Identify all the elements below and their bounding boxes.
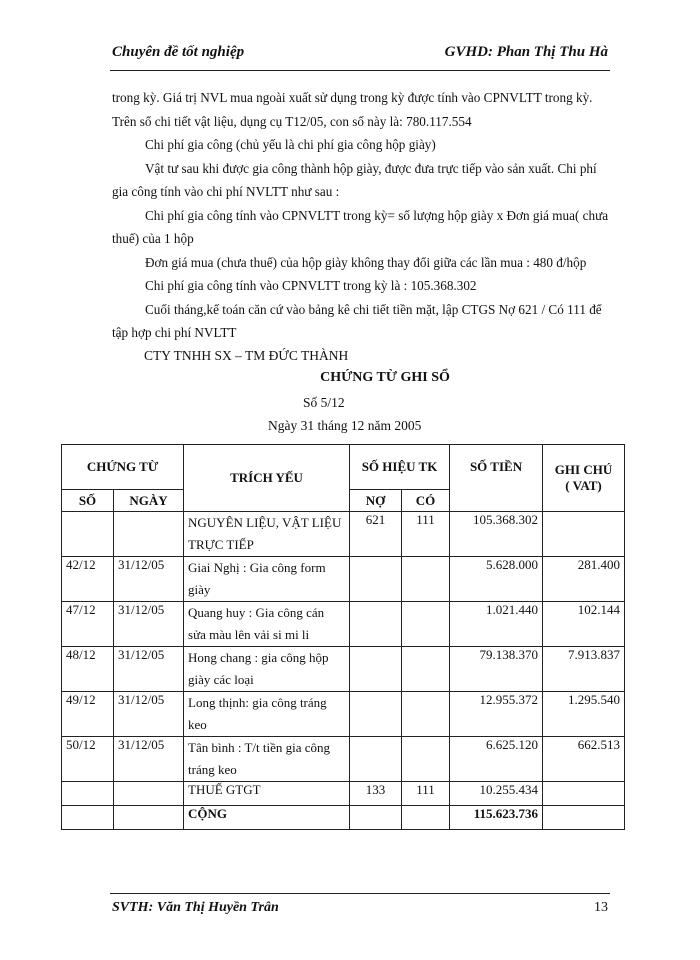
cell-co: 111 [402,782,450,806]
table-row [62,557,625,602]
page-number: 13 [594,900,608,915]
company-name: CTY TNHH SX – TM ĐỨC THÀNH [144,348,349,363]
cell-co: 111 [402,512,450,557]
voucher-title-text: CHỨNG TỪ GHI SỔ [320,370,450,385]
cell-no: 133 [350,782,402,806]
table-row [62,512,625,557]
cell-vat: 1.295.540 [543,692,625,737]
col-vat-label: ( VAT) [565,478,602,493]
body-text [112,86,612,345]
table-row [62,737,625,782]
cell-co [402,647,450,692]
col-so: SỐ [62,490,114,512]
cell-so: 49/12 [62,692,114,737]
cell-ngay: 31/12/05 [114,692,184,737]
cell-amount: 1.021.440 [450,602,543,647]
paragraph-4: Chi phí gia công tính vào CPNVLTT trong kỳ= số lượng hộp giày x Đơn giá mua( chưa thuế) của 1 hộp [112,207,609,246]
cell-co [402,557,450,602]
col-so-hieu-tk: SỐ HIỆU TK [350,445,450,490]
col-chung-tu: CHỨNG TỪ [62,445,184,490]
cell-amount: 79.138.370 [450,647,543,692]
paragraph-7: Cuối tháng,kế toán căn cứ vào bảng kê chi tiết tiền mặt, lập CTGS Nợ 621 / Có 111 để tập hợp chi phí NVLTT [112,301,602,340]
cell-vat [543,782,625,806]
total-label: CỘNG [184,806,350,830]
cell-so: 50/12 [62,737,114,782]
cell-co [402,692,450,737]
cell-no [350,557,402,602]
voucher-table [61,444,625,830]
footer-rule [110,893,610,894]
cell-ngay: 31/12/05 [114,737,184,782]
cell-ngay [114,512,184,557]
total-amount: 115.623.736 [450,806,543,830]
cell-amount: 5.628.000 [450,557,543,602]
cell-amount: 6.625.120 [450,737,543,782]
voucher-date: Ngày 31 tháng 12 năm 2005 [268,418,422,433]
voucher-title [0,370,700,386]
cell-no [350,737,402,782]
cell-so: 48/12 [62,647,114,692]
cell-ngay: 31/12/05 [114,647,184,692]
cell-amount: 12.955.372 [450,692,543,737]
cell-co [402,737,450,782]
cell-desc: THUẾ GTGT [184,782,350,806]
cell-vat: 7.913.837 [543,647,625,692]
cell-so [62,512,114,557]
cell-no [350,602,402,647]
cell-desc: Giai Nghị : Gia công form giày [184,557,350,602]
voucher-rows [62,512,625,830]
cell-no: 621 [350,512,402,557]
cell-so: 47/12 [62,602,114,647]
cell-so: 42/12 [62,557,114,602]
table-row [62,692,625,737]
col-ghi-chu [543,445,625,512]
cell-amount: 105.368.302 [450,512,543,557]
col-so-tien: SỐ TIỀN [450,445,543,512]
cell-desc: Hong chang : gia công hộp giày các loại [184,647,350,692]
cell-vat: 662.513 [543,737,625,782]
cell-no [350,692,402,737]
cell-vat: 281.400 [543,557,625,602]
total-row [62,806,625,830]
cell-so [62,782,114,806]
cell-co [402,602,450,647]
cell-ngay: 31/12/05 [114,557,184,602]
header-left: Chuyên đề tốt nghiệp [112,44,245,60]
table-row [62,647,625,692]
header-right: GVHD: Phan Thị Thu Hà [444,44,608,60]
table-row [62,602,625,647]
voucher-number: Số 5/12 [303,395,345,410]
cell-desc: Tân bình : T/t tiền gia công tráng keo [184,737,350,782]
paragraph-1: trong kỳ. Giá trị NVL mua ngoài xuất sử dụng trong kỳ được tính vào CPNVLTT trong kỳ. Trên sổ chi tiết vật liệu, dụng cụ T12/05, con số này là: 780.117.554 [112,90,593,129]
cell-ngay: 31/12/05 [114,602,184,647]
cell-vat [543,512,625,557]
col-no: NỢ [350,490,402,512]
col-co: CÓ [402,490,450,512]
paragraph-5: Đơn giá mua (chưa thuế) của hộp giày không thay đổi giữa các lần mua : 480 đ/hộp [145,254,587,270]
paragraph-2: Chi phí gia công (chủ yếu là chi phí gia công hộp giày) [145,137,436,152]
cell-vat: 102.144 [543,602,625,647]
cell-desc: Long thịnh: gia công tráng keo [184,692,350,737]
col-ngay: NGÀY [114,490,184,512]
page-header [112,44,608,66]
paragraph-6: Chi phí gia công tính vào CPNVLTT trong kỳ là : 105.368.302 [145,278,477,293]
cell-desc: NGUYÊN LIỆU, VẬT LIỆU TRỰC TIẾP [184,512,350,557]
cell-amount: 10.255.434 [450,782,543,806]
cell-no [350,647,402,692]
cell-desc: Quang huy : Gia công cán sửa màu lên vải si mi li [184,602,350,647]
paragraph-3: Vật tư sau khi được gia công thành hộp giày, được đưa trực tiếp vào sản xuất. Chi phí gia công tính vào chi phí NVLTT như sau : [112,160,597,199]
table-row [62,782,625,806]
header-rule [110,70,610,71]
footer-left: SVTH: Văn Thị Huyền Trân [112,900,279,915]
cell-ngay [114,782,184,806]
col-ghi-chu-label: GHI CHÚ [554,462,613,477]
col-trich-yeu: TRÍCH YẾU [184,445,350,512]
